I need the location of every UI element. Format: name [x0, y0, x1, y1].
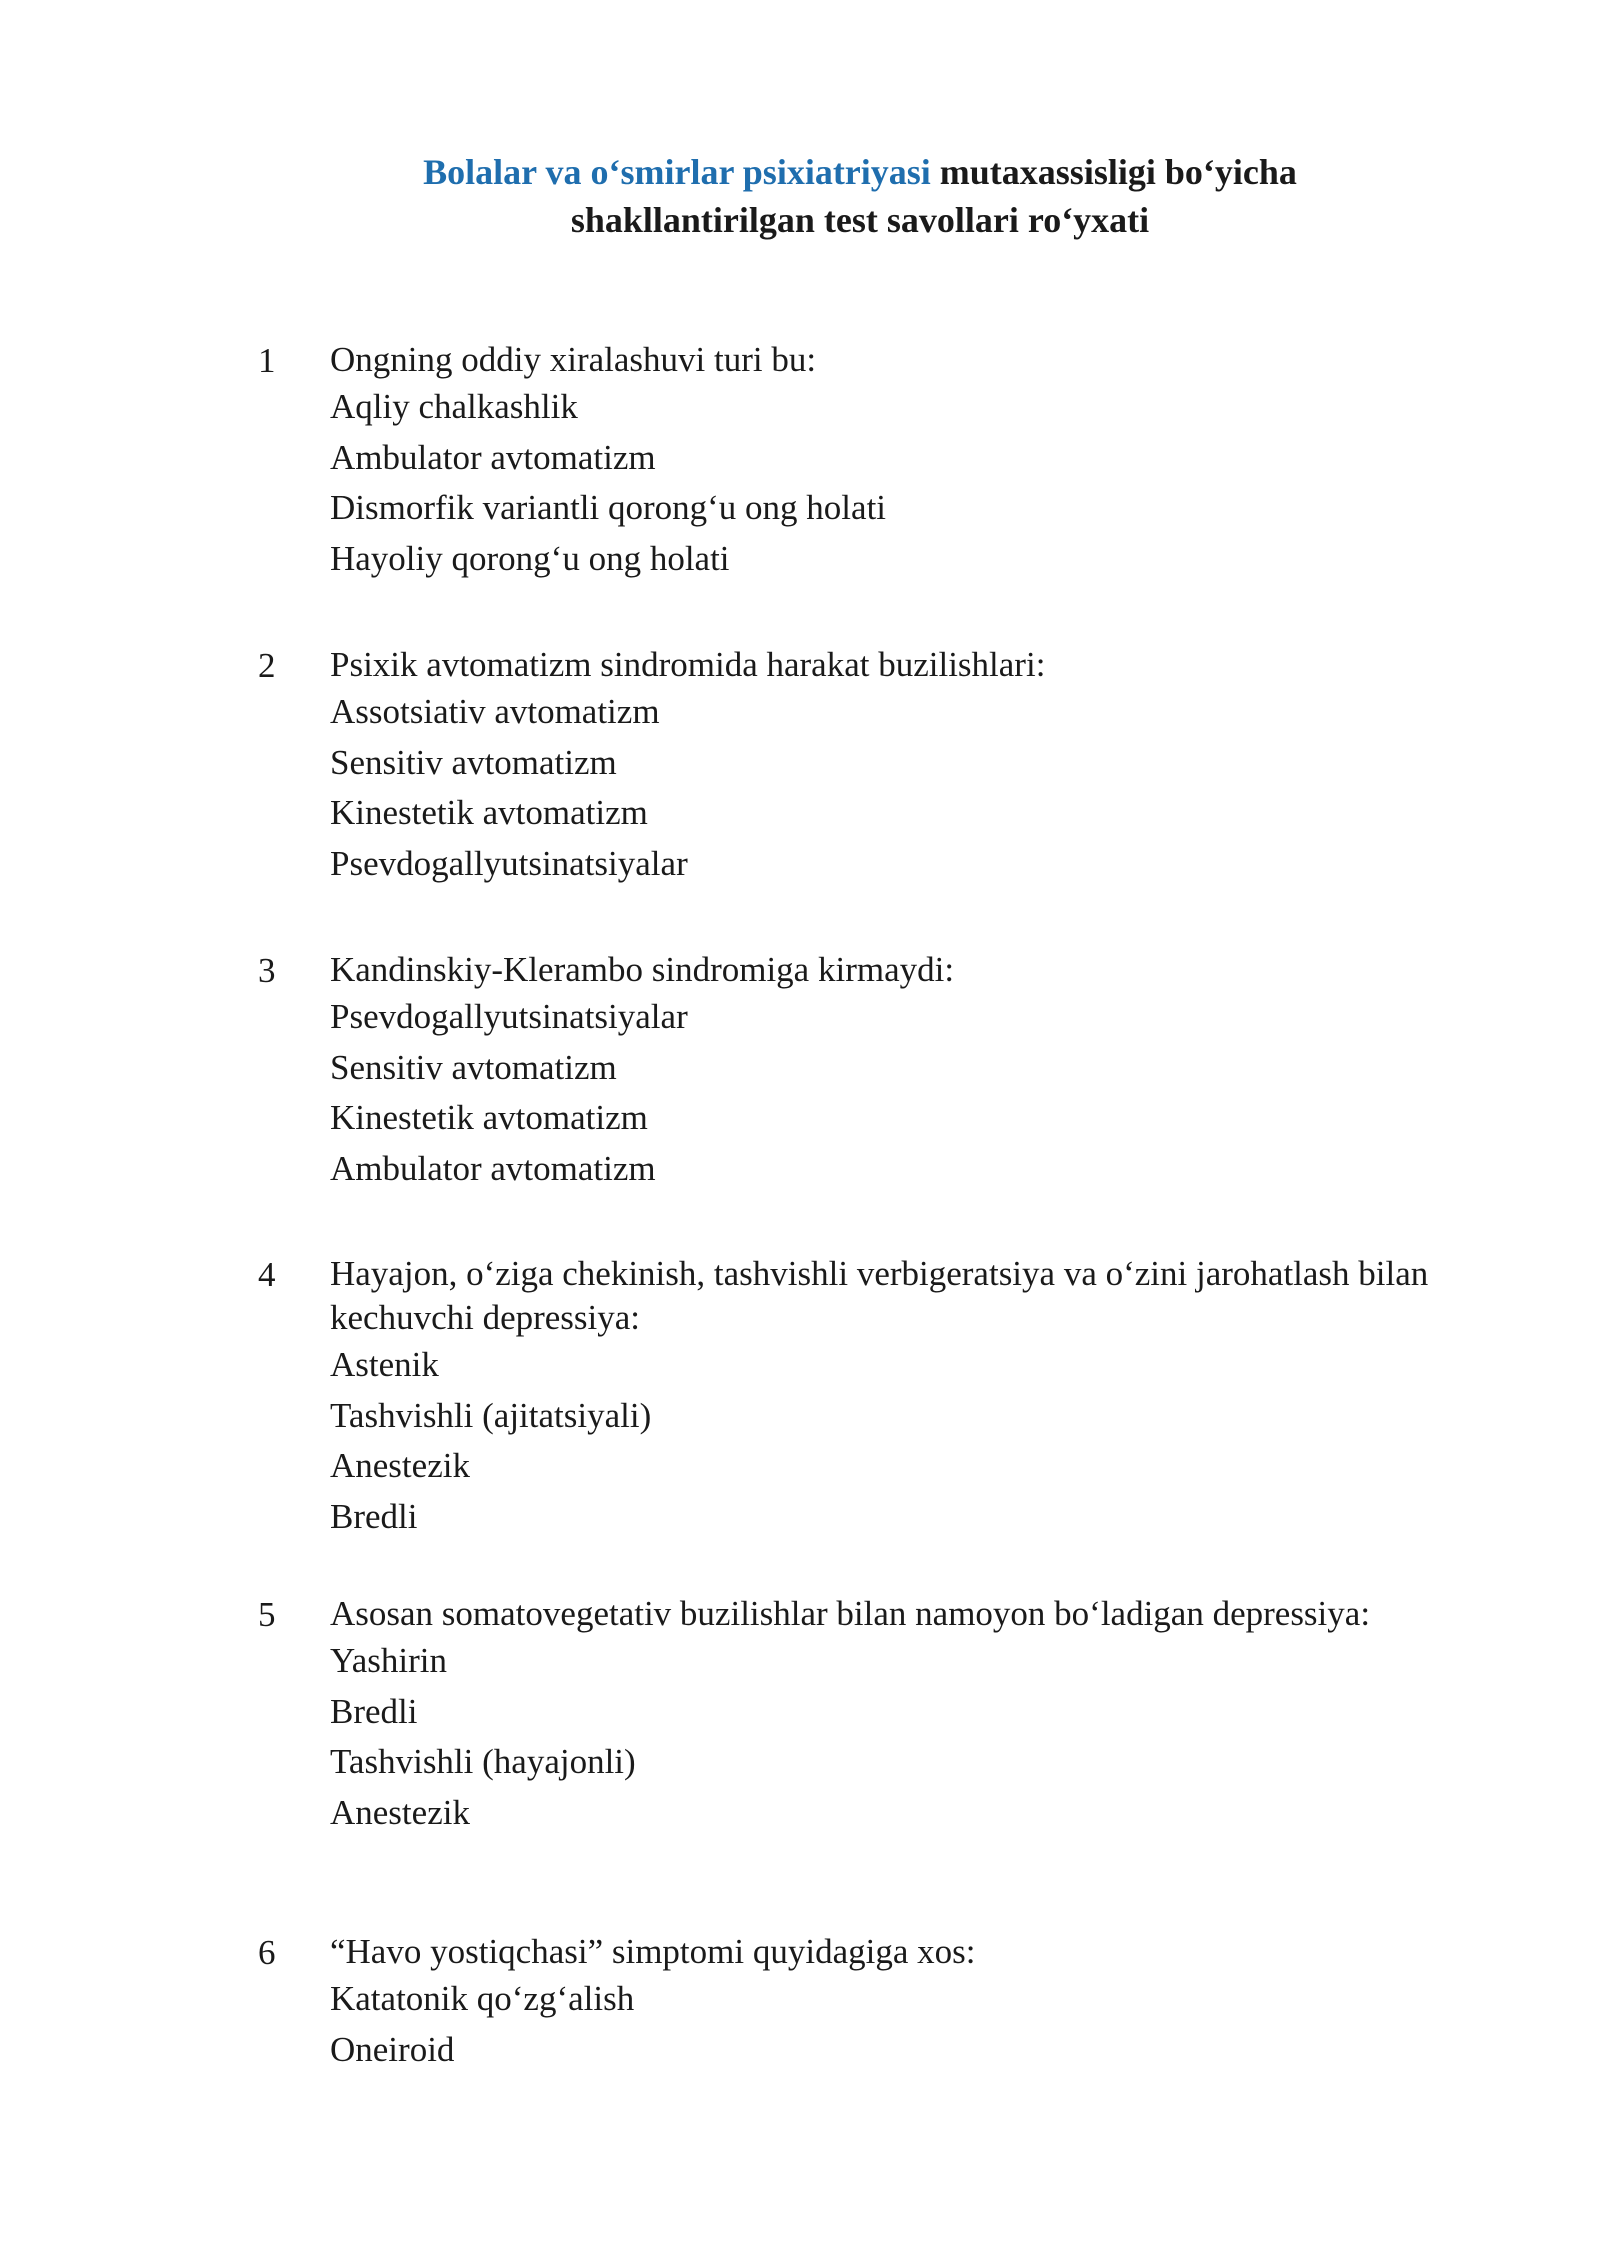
answer-option: Assotsiativ avtomatizm: [330, 692, 660, 731]
question-number: 3: [258, 951, 276, 990]
answer-option: Oneiroid: [330, 2029, 455, 2069]
answer-option: Bredli: [330, 1496, 418, 1536]
question-text: Asosan somatovegetativ buzilishlar bilan namoyon bo‘ladigan depressiya:: [330, 1594, 1371, 1633]
answer-option: Ambulator avtomatizm: [330, 1148, 656, 1188]
answer-options: [330, 1974, 1470, 2075]
answer-option: Anestezik: [330, 1792, 470, 1832]
answer-option: Tashvishli (hayajonli): [330, 1742, 636, 1781]
answer-option: Ambulator avtomatizm: [330, 437, 656, 477]
answer-options: [330, 687, 1470, 889]
question-number: 6: [258, 1933, 276, 1972]
answer-option: Katatonik qo‘zg‘alish: [330, 1979, 635, 2018]
answer-option: Astenik: [330, 1345, 439, 1384]
answer-option: Anestezik: [330, 1446, 470, 1485]
question-text: Psixik avtomatizm sindromida harakat buzilishlari:: [330, 645, 1046, 684]
answer-options: [330, 382, 1470, 584]
title-text-line2: shakllantirilgan test savollari ro‘yxati: [570, 200, 1150, 240]
question-text: Kandinskiy-Klerambo sindromiga kirmaydi:: [330, 950, 955, 989]
answer-option: Bredli: [330, 1691, 418, 1731]
title-accent-text: Bolalar va o‘smirlar psixiatriyasi: [423, 152, 931, 192]
answer-option: Sensitiv avtomatizm: [330, 1047, 617, 1087]
answer-option: Aqliy chalkashlik: [330, 387, 578, 426]
question-number: 4: [258, 1255, 276, 1294]
answer-option: Hayoliy qorong‘u ong holati: [330, 538, 730, 578]
question-text: Ongning oddiy xiralashuvi turi bu:: [330, 340, 817, 379]
answer-option: Tashvishli (ajitatsiyali): [330, 1395, 652, 1435]
question-number: 5: [258, 1595, 276, 1634]
answer-option: Psevdogallyutsinatsiyalar: [330, 997, 688, 1036]
question-text: Hayajon, o‘ziga chekinish, tashvishli verbigeratsiya va o‘zini jarohatlash bilan kechuvchi depressiya:: [330, 1254, 1429, 1337]
question-number: 1: [258, 341, 276, 380]
title-text-line1: mutaxassisligi bo‘yicha: [930, 152, 1297, 192]
answer-option: Yashirin: [330, 1641, 448, 1680]
answer-option: Dismorfik variantli qorong‘u ong holati: [330, 488, 887, 527]
answer-options: [330, 1340, 1470, 1542]
answer-option: Psevdogallyutsinatsiyalar: [330, 843, 688, 883]
answer-option: Kinestetik avtomatizm: [330, 793, 648, 832]
question-number: 2: [258, 646, 276, 685]
document-title: [0, 148, 1600, 244]
answer-option: Sensitiv avtomatizm: [330, 742, 617, 782]
question-text: “Havo yostiqchasi” simptomi quyidagiga xos:: [330, 1932, 976, 1971]
answer-options: [330, 1636, 1470, 1838]
answer-option: Kinestetik avtomatizm: [330, 1098, 648, 1137]
answer-options: [330, 992, 1470, 1194]
